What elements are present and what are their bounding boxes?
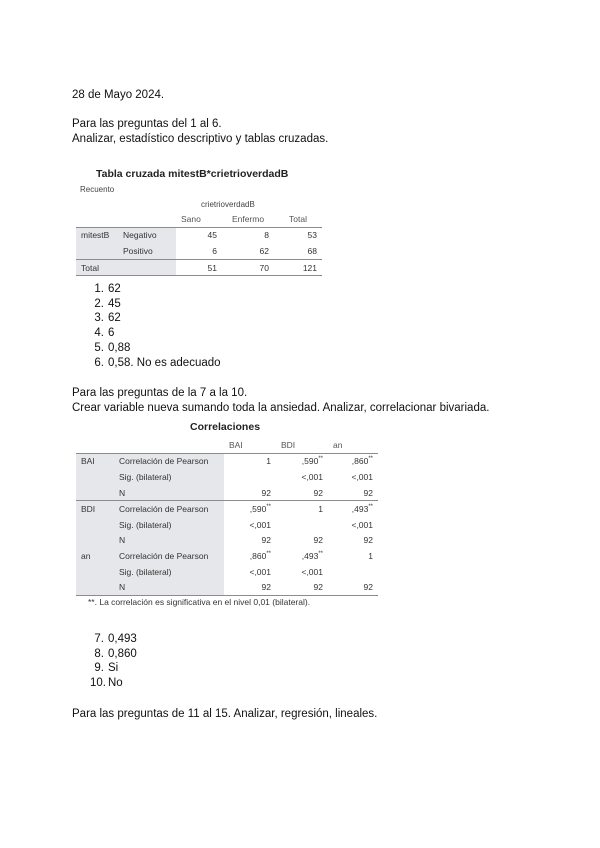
stat-label: Correlación de Pearson	[114, 453, 224, 469]
total-label: Total	[76, 259, 176, 276]
section1-heading: Para las preguntas del 1 al 6.	[72, 118, 222, 130]
crosstab-table	[76, 211, 322, 276]
list-item: 8 . 0,860	[90, 647, 137, 662]
col-header: Total	[289, 213, 307, 224]
table-row	[76, 564, 378, 580]
col-header: Sano	[181, 213, 201, 224]
cell-value: 92	[261, 487, 271, 498]
table-row	[76, 517, 378, 533]
list-item: 5 . 0,88	[90, 341, 221, 356]
crosstab-title: Tabla cruzada mitestB*crietrioverdadB	[96, 168, 289, 180]
var-label: BAI	[76, 453, 114, 469]
table-row	[76, 453, 378, 469]
cell-value: 1	[276, 501, 328, 517]
col-header: BDI	[281, 439, 296, 450]
table-row	[76, 533, 378, 549]
cell-value: ,590**	[276, 453, 328, 469]
row-label: Positivo	[118, 243, 176, 259]
var-label: BDI	[76, 501, 114, 517]
table-row	[76, 259, 322, 276]
col-header: Enfermo	[231, 213, 265, 224]
answers-list-1	[90, 282, 221, 370]
cell-value: 70	[222, 259, 274, 276]
table-row	[76, 579, 378, 595]
cell-value	[276, 517, 328, 533]
cell-value: 53	[274, 227, 322, 243]
cell-value: 92	[224, 579, 276, 595]
row-var-label: mitestB	[76, 227, 118, 243]
correlations-header-row	[76, 437, 378, 453]
table-row	[76, 501, 378, 517]
stat-label: N	[114, 533, 224, 549]
stat-label: N	[114, 485, 224, 501]
table-row	[76, 485, 378, 501]
stat-label: Correlación de Pearson	[114, 501, 224, 517]
crosstab-header-row	[76, 211, 322, 227]
cell-value: 92	[328, 579, 378, 595]
cell-value: 121	[274, 259, 322, 276]
crosstab-subtitle: Recuento	[80, 185, 115, 194]
cell-value: <,001	[301, 566, 323, 577]
correlations-table	[76, 437, 378, 596]
cell-value: 92	[261, 535, 271, 546]
list-item: 1 . 62	[90, 282, 221, 297]
correlations-title: Correlaciones	[190, 421, 261, 433]
list-item: 7 . 0,493	[90, 632, 137, 647]
cell-value: ,860**	[249, 550, 271, 561]
cell-value: 1	[368, 550, 373, 561]
cell-value: 51	[176, 259, 222, 276]
cell-value: <,001	[249, 566, 271, 577]
cell-value: 92	[313, 535, 323, 546]
cell-value: ,493**	[328, 501, 378, 517]
list-item: 9 . Si	[90, 661, 137, 676]
list-item: 2 . 45	[90, 297, 221, 312]
cell-value	[328, 564, 378, 580]
cell-value: 92	[363, 487, 373, 498]
section1-instruction: Analizar, estadístico descriptivo y tablas cruzadas.	[72, 133, 329, 145]
cell-value: <,001	[301, 471, 323, 482]
section2-instruction: Crear variable nueva sumando toda la ansiedad. Analizar, correlacionar bivariada.	[72, 402, 490, 414]
cell-value: 92	[313, 487, 323, 498]
cell-value: <,001	[351, 471, 373, 482]
list-item: 3 . 62	[90, 311, 221, 326]
cell-value: <,001	[351, 519, 373, 530]
stat-label: Correlación de Pearson	[114, 548, 224, 564]
date-line: 28 de Mayo 2024.	[72, 89, 165, 101]
var-label: an	[76, 548, 114, 564]
cell-value: 92	[276, 579, 328, 595]
col-header: BAI	[229, 439, 243, 450]
cell-value: 62	[259, 245, 269, 256]
correlations-footnote: **. La correlación es significativa en el nivel 0,01 (bilateral).	[88, 597, 311, 607]
table-row	[76, 548, 378, 564]
table-row	[76, 227, 322, 243]
cell-value: 92	[363, 535, 373, 546]
cell-value: 45	[176, 227, 222, 243]
cell-value: ,590**	[224, 501, 276, 517]
table-row	[76, 469, 378, 485]
cell-value	[224, 469, 276, 485]
section2-heading: Para las preguntas de la 7 a la 10.	[72, 387, 248, 399]
answers-list-2	[90, 632, 137, 691]
stat-label: Sig. (bilateral)	[114, 517, 224, 533]
cell-value: 8	[222, 227, 274, 243]
cell-value: 1	[224, 453, 276, 469]
table-row	[76, 243, 322, 259]
list-item: 4 . 6	[90, 326, 221, 341]
row-label: Negativo	[118, 227, 176, 243]
stat-label: N	[114, 579, 224, 595]
list-item: 6 . 0,58. No es adecuado	[90, 356, 221, 371]
cell-value: 6	[212, 245, 217, 256]
col-header: an	[333, 439, 343, 450]
cell-value: ,493**	[301, 550, 323, 561]
stat-label: Sig. (bilateral)	[114, 469, 224, 485]
section3-heading: Para las preguntas de 11 al 15. Analizar, regresión, lineales.	[72, 708, 378, 720]
stat-label: Sig. (bilateral)	[114, 564, 224, 580]
list-item: 10 . No	[90, 676, 137, 691]
crosstab-col-group: crietrioverdadB	[201, 200, 255, 209]
cell-value: ,860**	[328, 453, 378, 469]
cell-value: 68	[307, 245, 317, 256]
cell-value: <,001	[249, 519, 271, 530]
